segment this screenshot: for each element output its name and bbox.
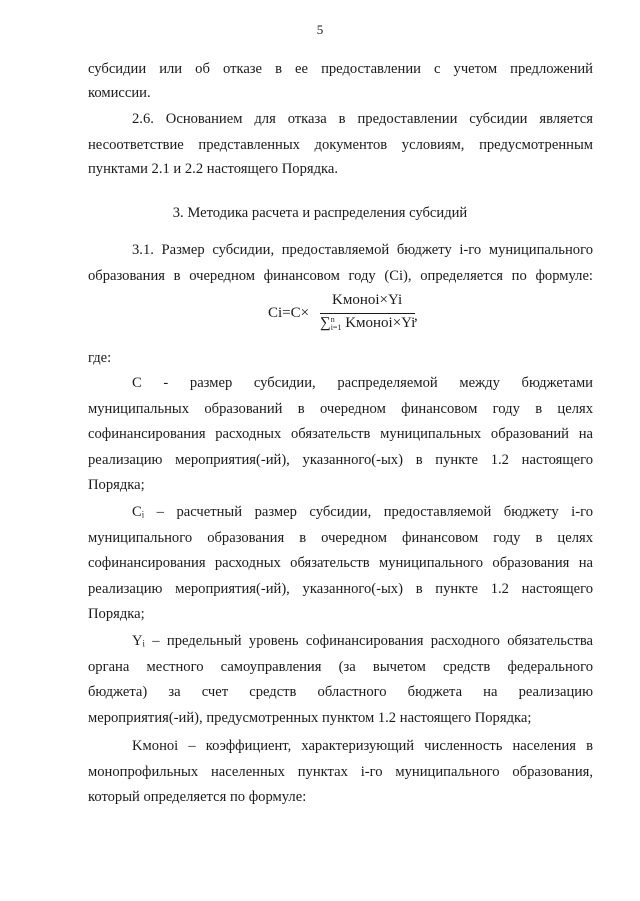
text-line: Yᵢ – предельный уровень софинансирования расходного обязательства [132,633,593,649]
text-line: несоответствие представленных документов условиям, предусмотренным [88,137,593,153]
text-line: который определяется по формуле: [88,789,307,805]
formula-denominator-term: Kмоноi×Yi [345,315,416,331]
formula-numerator: Kмоноi×Yi [332,292,403,308]
text-line: муниципальных образований в очередном финансовом году в целях [88,401,593,417]
text-line: софинансирования расходных обязательств муниципальных образований на [88,426,593,442]
text-line: 2.6. Основанием для отказа в предоставлении субсидии является [132,111,593,127]
text-line: монопрофильных населенных пунктах i-го муниципального образования, [88,764,593,780]
formula-denominator [320,315,415,332]
text-line: 3.1. Размер субсидии, предоставляемой бюджету i-го муниципального [132,242,593,258]
text-line: где: [88,350,112,366]
text-line: муниципального образования в очередном финансовом году в целях [88,530,593,546]
text-line: комиссии. [88,85,151,101]
text-line: органа местного самоуправления (за вычетом средств федерального [88,659,593,675]
sum-limits: n i=1 [330,314,342,332]
subsidy-formula [268,292,418,342]
formula-lhs: Ci=C× [268,305,310,321]
text-line: мероприятия(-ий), предусмотренных пунктом 1.2 настоящего Порядка; [88,710,532,726]
text-line: Cᵢ – расчетный размер субсидии, предоставляемой бюджету i-го [132,504,593,520]
section-heading: 3. Методика расчета и распределения субсидий [172,205,468,221]
text-line: субсидии или об отказе в ее предоставлении с учетом предложений [88,61,593,77]
text-line: софинансирования расходных обязательств муниципального образования на [88,555,593,571]
text-line: Kмоноi – коэффициент, характеризующий численность населения в [132,738,593,754]
text-line: С - размер субсидии, распределяемой между бюджетами [132,375,593,391]
text-line: пунктами 2.1 и 2.2 настоящего Порядка. [88,161,339,177]
text-line: образования в очередном финансовом году (Ci), определяется по формуле: [88,268,593,284]
text-line: реализацию мероприятия(-ий), указанного(-ых) в пункте 1.2 настоящего [88,452,593,468]
text-line: Порядка; [88,606,145,622]
formula-comma: , [414,308,418,324]
text-line: бюджета) за счет средств областного бюджета на реализацию [88,684,593,700]
text-line: Порядка; [88,477,145,493]
page-number: 5 [316,22,324,37]
sum-symbol: ∑ [320,315,331,331]
text-line: реализацию мероприятия(-ий), указанного(-ых) в пункте 1.2 настоящего [88,581,593,597]
